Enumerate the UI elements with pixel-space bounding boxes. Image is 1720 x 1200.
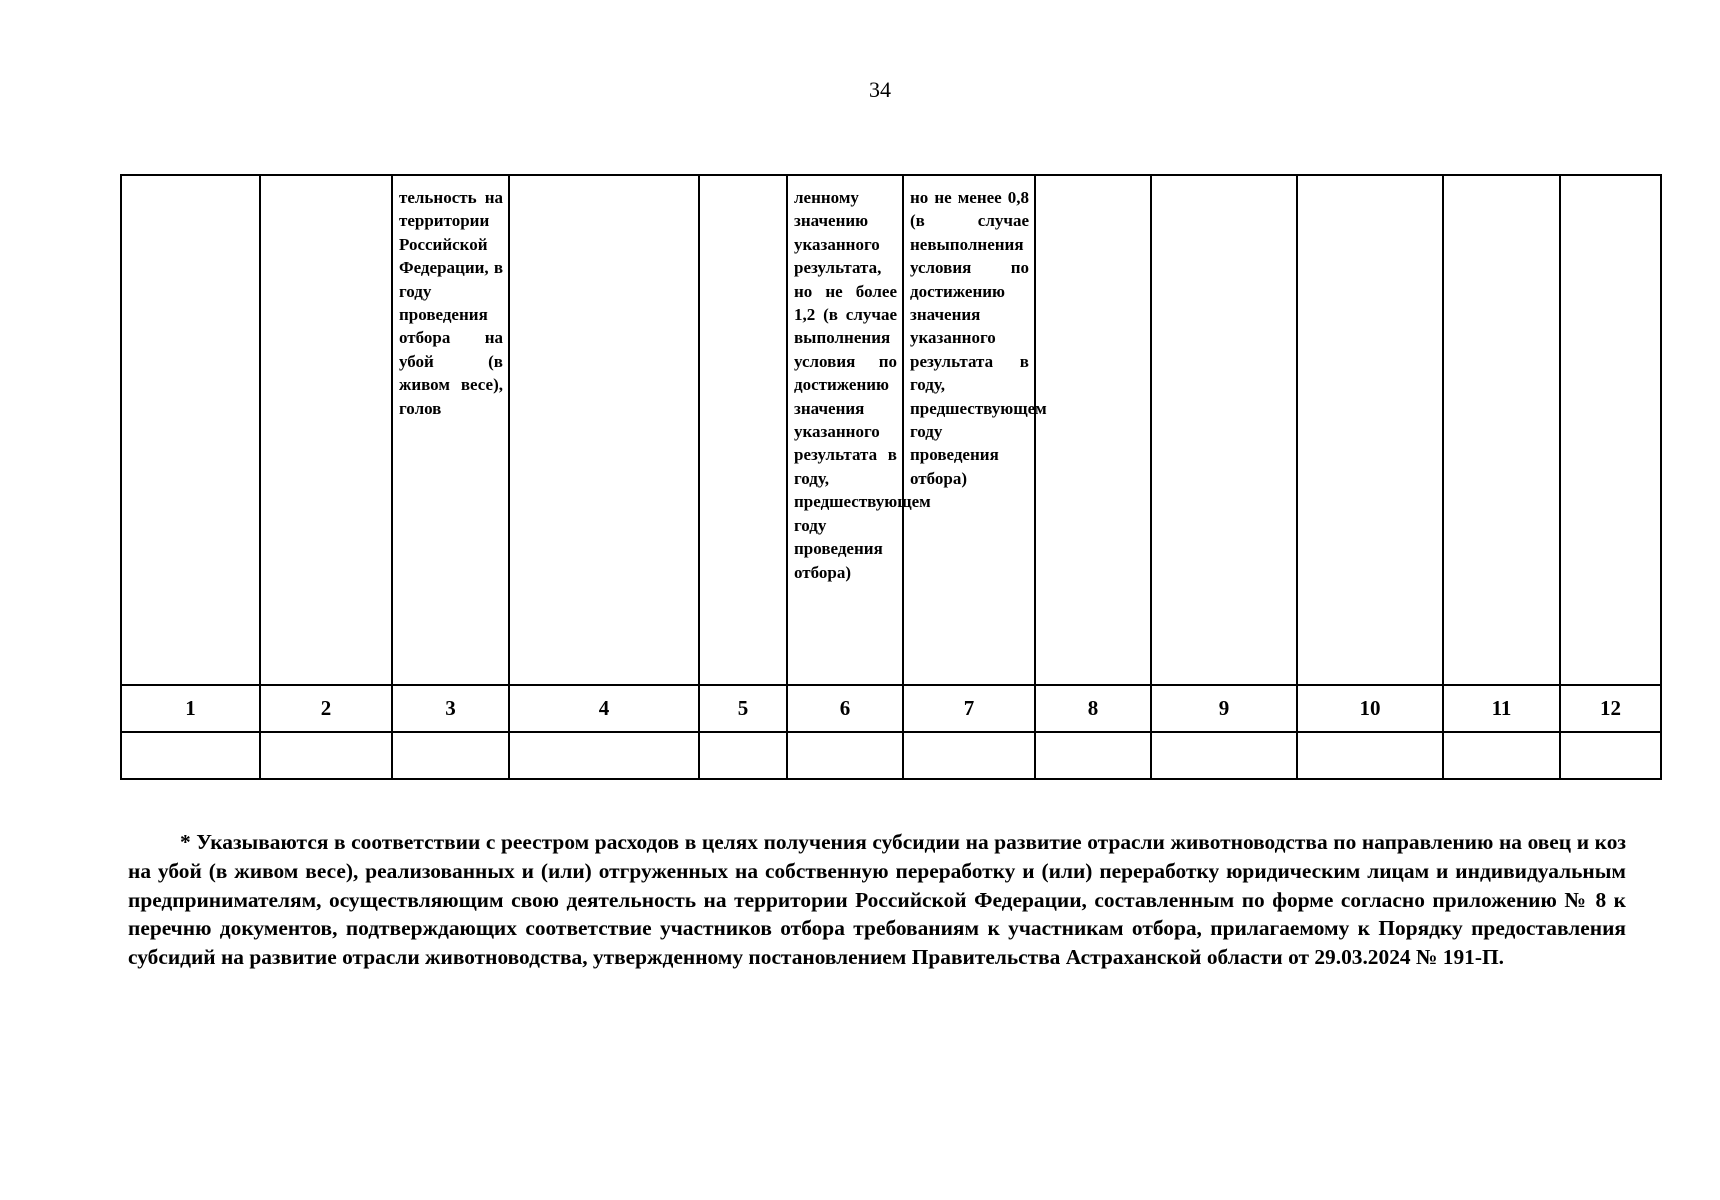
column-number-cell: 12 xyxy=(1560,685,1661,732)
column-number-cell: 9 xyxy=(1151,685,1297,732)
column-number-cell: 2 xyxy=(260,685,392,732)
header-cell-text xyxy=(1444,176,1559,186)
subsidy-table-container xyxy=(120,174,1660,780)
column-number-cell: 3 xyxy=(392,685,509,732)
column-number-cell: 6 xyxy=(787,685,903,732)
header-cell-7 xyxy=(903,175,1047,685)
header-cell-5 xyxy=(699,175,787,685)
header-cell-text xyxy=(700,176,786,186)
header-cell-text xyxy=(1152,176,1296,186)
empty-cell xyxy=(1035,732,1151,779)
header-cell-text xyxy=(510,176,698,186)
header-cell-text: ленному значению указанного результата, но не более 1,2 (в случае выполнения условия по достижению значения указанного результата в году, предшествующем году проведения отбора) xyxy=(794,188,931,582)
header-cell-text: тельность на территории Российской Федерации, в году проведения отбора на убой (в живом весе), голов xyxy=(399,188,503,418)
column-number-cell: 10 xyxy=(1297,685,1443,732)
header-cell-3 xyxy=(392,175,509,685)
table-header-row xyxy=(121,175,1661,685)
empty-cell xyxy=(260,732,392,779)
empty-cell xyxy=(1297,732,1443,779)
column-number-cell: 7 xyxy=(903,685,1035,732)
column-number-cell: 4 xyxy=(509,685,699,732)
column-number-row xyxy=(121,685,1661,732)
page-number: 34 xyxy=(869,77,891,102)
header-cell-text: но не менее 0,8 (в случае невыполнения условия по достижению значения указанного результата в году, предшествующем году проведения отбора) xyxy=(910,188,1047,488)
empty-cell xyxy=(699,732,787,779)
header-cell-text xyxy=(1561,176,1660,186)
header-cell-text xyxy=(122,176,259,186)
empty-cell xyxy=(509,732,699,779)
empty-cell xyxy=(1151,732,1297,779)
empty-cell xyxy=(787,732,903,779)
empty-cell xyxy=(1560,732,1661,779)
column-number-cell: 5 xyxy=(699,685,787,732)
header-cell-12 xyxy=(1560,175,1661,685)
header-cell-2 xyxy=(260,175,392,685)
footnote: * Указываются в соответствии с реестром расходов в целях получения субсидии на развитие отрасли животноводства по направлению на овец и коз на убой (в живом весе), реализованных и (или) отгруженных на собственную переработку и (или) переработку юридическим лицам и индивидуальным предпринимателям, осуществляющим свою деятельность на территории Российской Федерации, составленным по форме согласно приложению № 8 к перечню документов, подтверждающих соответствие участников отбора требованиям к участникам отбора, прилагаемому к Порядку предоставления субсидий на развитие отрасли животноводства, утвержденному постановлением Правительства Астраханской области от 29.03.2024 № 191-П. xyxy=(128,830,1626,970)
empty-data-row xyxy=(121,732,1661,779)
subsidy-table xyxy=(120,174,1662,780)
column-number-cell: 11 xyxy=(1443,685,1560,732)
empty-cell xyxy=(903,732,1035,779)
empty-cell xyxy=(1443,732,1560,779)
column-number-cell: 1 xyxy=(121,685,260,732)
header-cell-4 xyxy=(509,175,699,685)
header-cell-text xyxy=(1298,176,1442,186)
header-cell-6 xyxy=(787,175,931,685)
header-cell-9 xyxy=(1151,175,1297,685)
header-cell-11 xyxy=(1443,175,1560,685)
header-cell-8 xyxy=(1035,175,1151,685)
column-number-cell: 8 xyxy=(1035,685,1151,732)
header-cell-10 xyxy=(1297,175,1443,685)
header-cell-text xyxy=(1036,176,1150,186)
header-cell-text xyxy=(261,176,391,186)
empty-cell xyxy=(392,732,509,779)
header-cell-1 xyxy=(121,175,260,685)
empty-cell xyxy=(121,732,260,779)
